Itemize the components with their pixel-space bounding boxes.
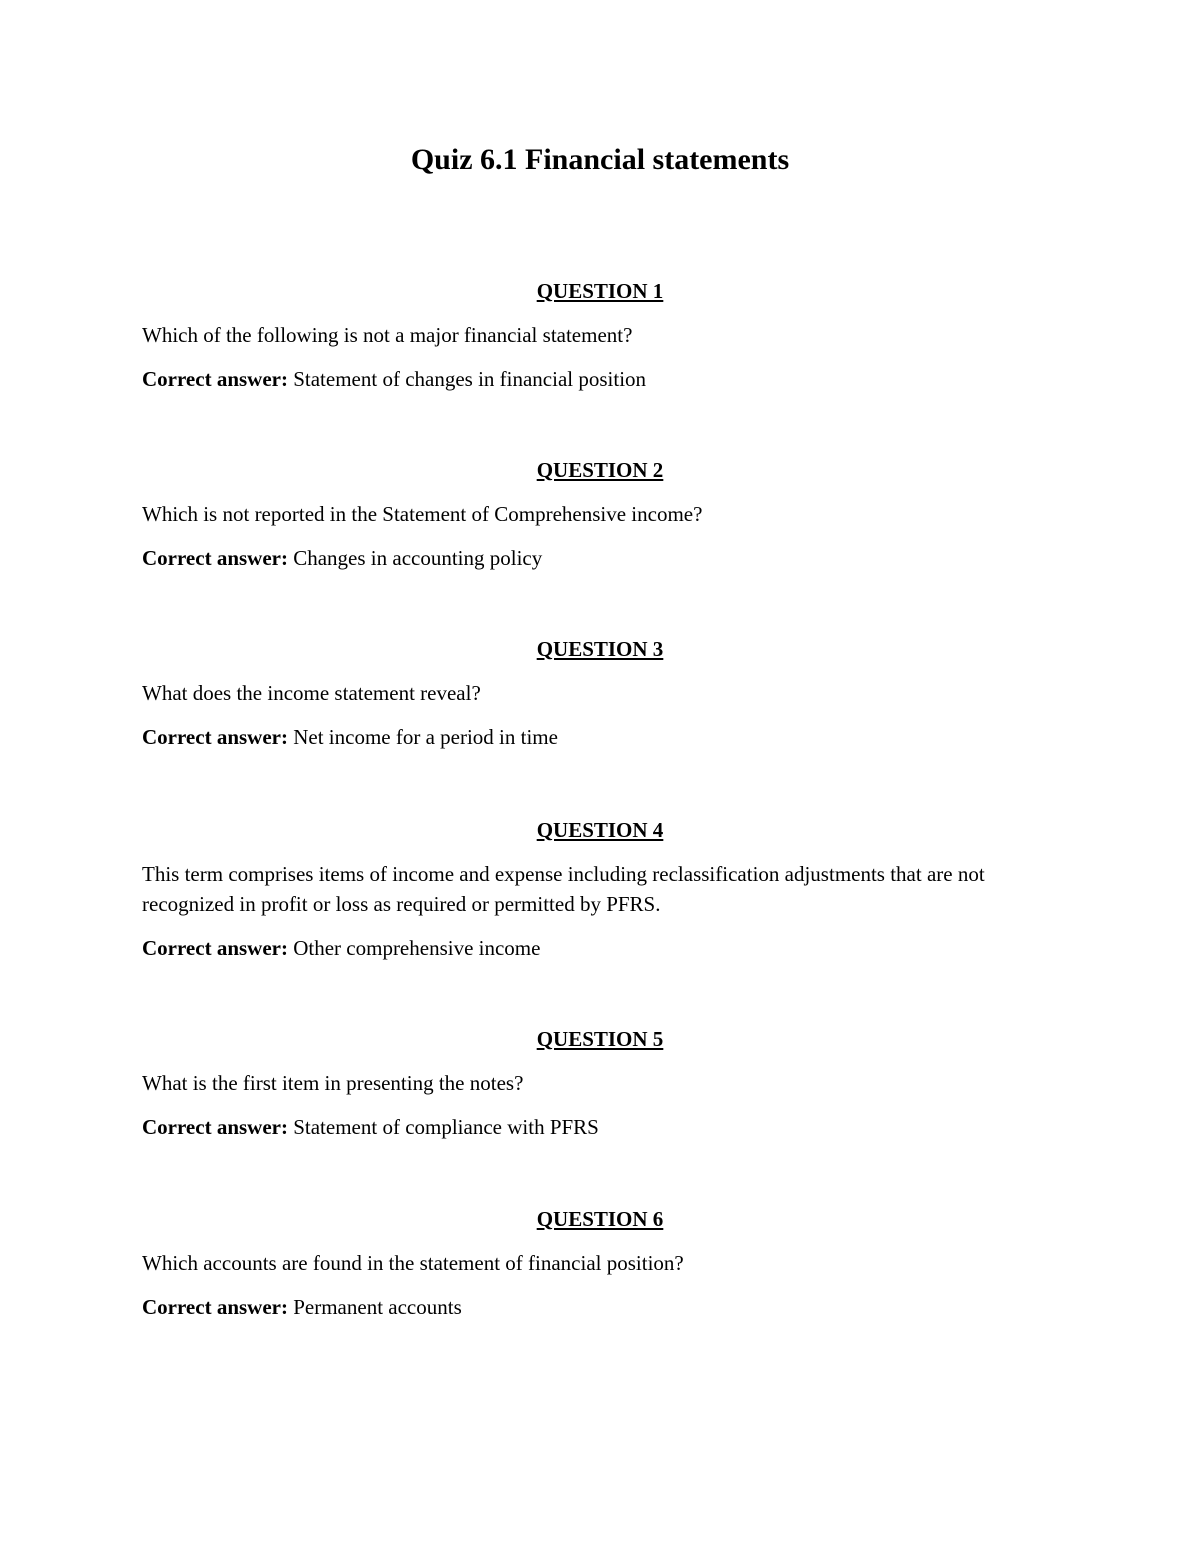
correct-answer-value: Other comprehensive income xyxy=(293,936,541,960)
correct-answer-value: Statement of compliance with PFRS xyxy=(293,1115,599,1139)
correct-answer-value: Permanent accounts xyxy=(293,1295,462,1319)
correct-answer-label: Correct answer: xyxy=(142,1295,288,1319)
question-heading: QUESTION 2 xyxy=(536,458,664,482)
correct-answer xyxy=(142,933,1058,963)
correct-answer-value: Net income for a period in time xyxy=(293,725,558,749)
correct-answer xyxy=(142,543,1058,573)
question-block-2 xyxy=(142,457,1058,573)
correct-answer-value: Statement of changes in financial position xyxy=(293,367,647,391)
question-text: Which of the following is not a major financial statement? xyxy=(142,323,633,347)
question-heading: QUESTION 3 xyxy=(536,637,664,661)
correct-answer-label: Correct answer: xyxy=(142,725,288,749)
correct-answer xyxy=(142,364,1058,394)
question-block-4 xyxy=(142,817,1058,963)
correct-answer-label: Correct answer: xyxy=(142,367,288,391)
correct-answer xyxy=(142,722,1058,752)
question-text: Which accounts are found in the statement of financial position? xyxy=(142,1251,684,1275)
question-text: Which is not reported in the Statement of Comprehensive income? xyxy=(142,502,703,526)
question-text: What does the income statement reveal? xyxy=(142,681,481,705)
question-heading: QUESTION 4 xyxy=(536,818,664,842)
question-block-3 xyxy=(142,636,1058,752)
question-block-5 xyxy=(142,1026,1058,1142)
question-text: What is the first item in presenting the notes? xyxy=(142,1071,524,1095)
question-heading: QUESTION 6 xyxy=(536,1207,664,1231)
question-heading: QUESTION 1 xyxy=(536,279,664,303)
question-heading: QUESTION 5 xyxy=(536,1027,664,1051)
correct-answer xyxy=(142,1292,1058,1322)
correct-answer-label: Correct answer: xyxy=(142,936,288,960)
correct-answer-label: Correct answer: xyxy=(142,1115,288,1139)
question-block-6 xyxy=(142,1206,1058,1322)
correct-answer-value: Changes in accounting policy xyxy=(293,546,543,570)
question-text: This term comprises items of income and expense including reclassification adjustments that are not recognized in profit or loss as required or permitted by PFRS. xyxy=(142,862,985,916)
correct-answer xyxy=(142,1112,1058,1142)
correct-answer-label: Correct answer: xyxy=(142,546,288,570)
page-title: Quiz 6.1 Financial statements xyxy=(410,143,790,176)
question-block-1 xyxy=(142,278,1058,394)
